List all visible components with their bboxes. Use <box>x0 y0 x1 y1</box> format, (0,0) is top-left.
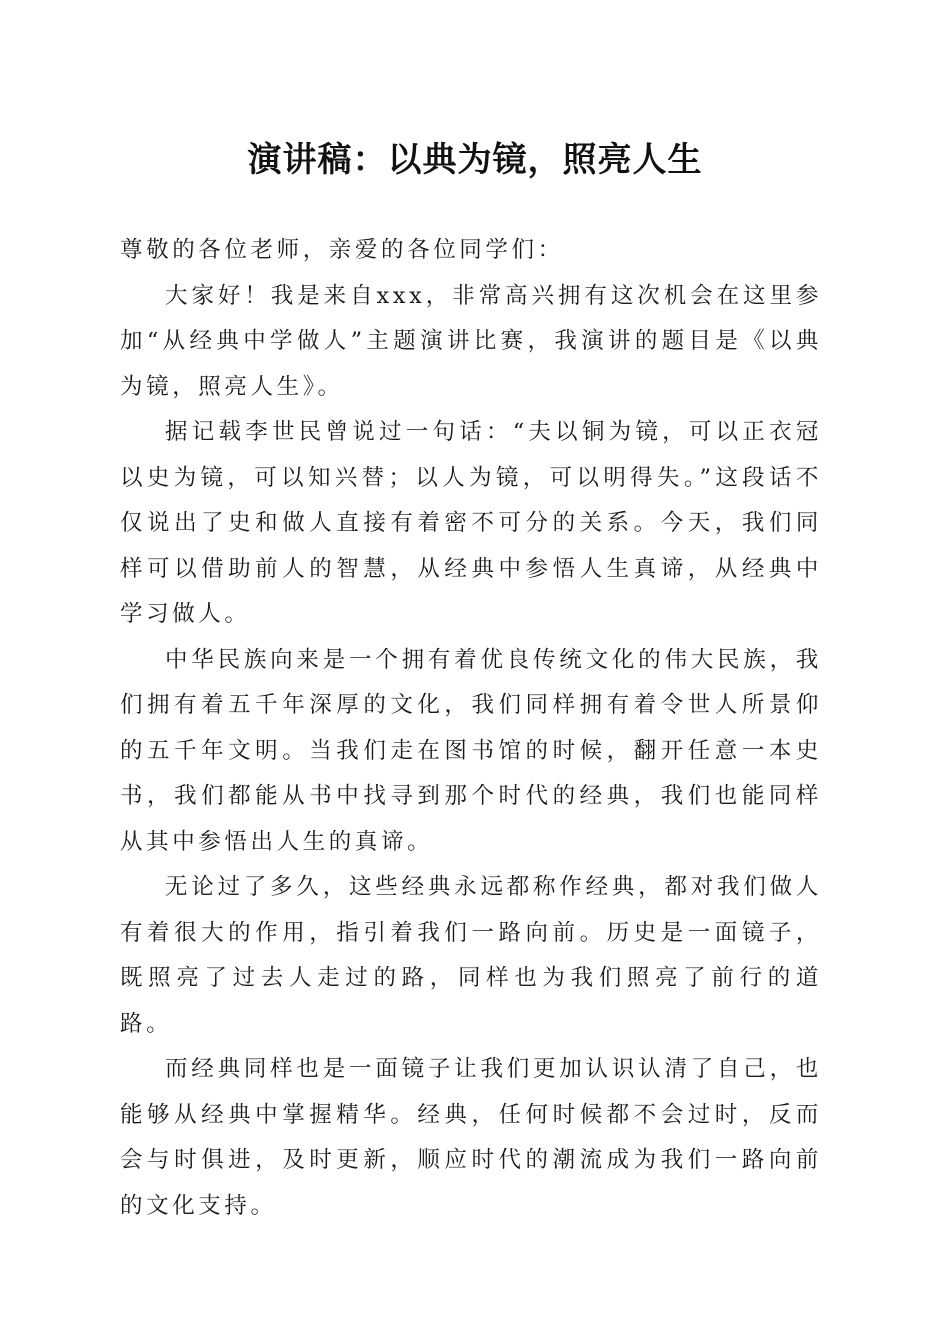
document-title: 演讲稿：以典为镜，照亮人生 <box>247 140 703 180</box>
document-body <box>120 228 822 1229</box>
salutation: 尊敬的各位老师，亲爱的各位同学们： <box>120 237 564 263</box>
paragraph-1: 大家好！我是来自xxx，非常高兴拥有这次机会在这里参加“从经典中学做人”主题演讲比赛，我演讲的题目是《以典为镜，照亮人生》。 <box>120 282 822 400</box>
paragraph-3: 中华民族向来是一个拥有着优良传统文化的伟大民族，我们拥有着五千年深厚的文化，我们同样拥有着令世人所景仰的五千年文明。当我们走在图书馆的时候，翻开任意一本史书，我们都能从书中找寻到那个时代的经典，我们也能同样从其中参悟出人生的真谛。 <box>120 646 822 855</box>
paragraph-5: 而经典同样也是一面镜子让我们更加认识认清了自己，也能够从经典中掌握精华。经典，任何时候都不会过时，反而会与时俱进，及时更新，顺应时代的潮流成为我们一路向前的文化支持。 <box>120 1056 822 1219</box>
paragraph-4: 无论过了多久，这些经典永远都称作经典，都对我们做人有着很大的作用，指引着我们一路向前。历史是一面镜子，既照亮了过去人走过的路，同样也为我们照亮了前行的道路。 <box>120 874 822 1037</box>
paragraph-2: 据记载李世民曾说过一句话：“夫以铜为镜，可以正衣冠以史为镜，可以知兴替；以人为镜，可以明得失。”这段话不仅说出了史和做人直接有着密不可分的关系。今天，我们同样可以借助前人的智慧，从经典中参悟人生真谛，从经典中学习做人。 <box>120 419 822 627</box>
